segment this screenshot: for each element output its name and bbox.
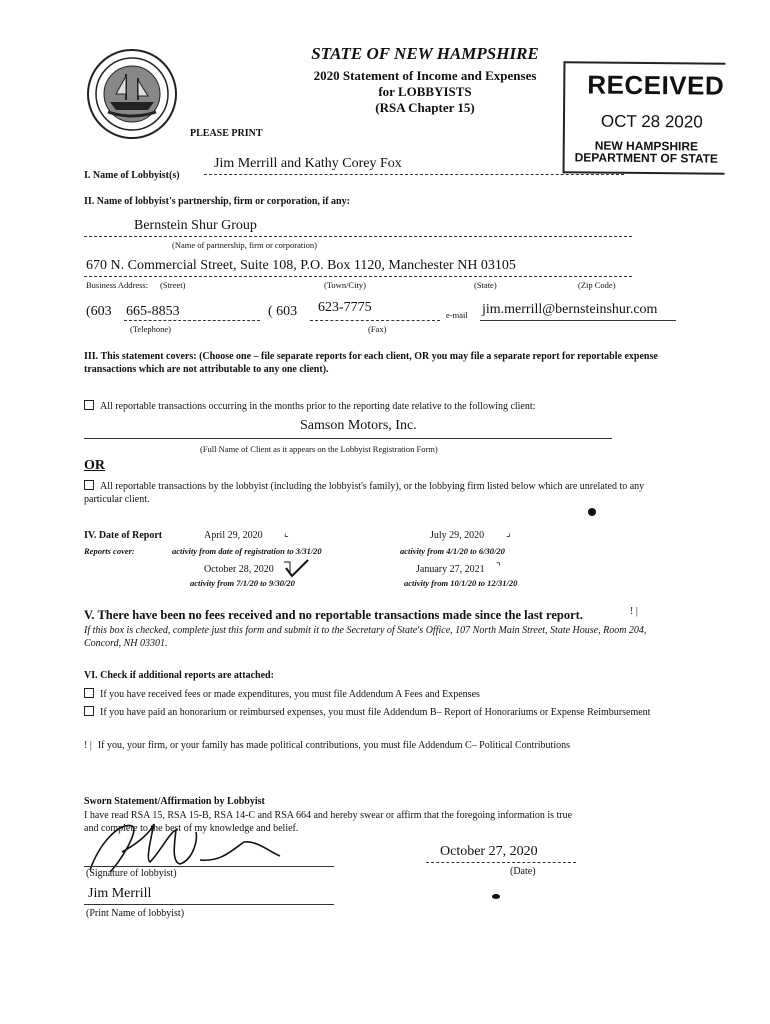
no-fees-checkbox[interactable]: ! |: [630, 606, 638, 617]
signature-date-field[interactable]: October 27, 2020: [440, 844, 538, 859]
email-line: [480, 320, 676, 321]
coverage-section-label: III. This statement covers: (Choose one – file separate reports for each client, OR you may file a separate report for reportable expense transactions which are not attributable to any one client).: [84, 351, 658, 375]
print-name-line: [84, 904, 334, 905]
form-subtitle-2: for LOBBYISTS: [378, 84, 472, 99]
report-date-2-caption: activity from 4/1/20 to 6/30/20: [400, 546, 505, 556]
form-title: STATE OF NEW HAMPSHIRE: [311, 44, 539, 63]
sworn-text-2: and complete to the best of my knowledge and belief.: [84, 823, 299, 834]
client-caption: (Full Name of Client as it appears on the Lobbyist Registration Form): [200, 444, 438, 454]
firm-section-label: II. Name of lobbyist's partnership, firm or corporation, if any:: [84, 196, 350, 207]
additional-reports-label: VI. Check if additional reports are attached:: [84, 670, 274, 681]
no-fees-note: If this box is checked, complete just this form and submit it to the Secretary of State's Office, 107 North Main Street, State House, Room 204, Concord, NH 03301.: [84, 625, 647, 649]
report-date-1[interactable]: April 29, 2020: [204, 530, 263, 541]
addendum-a-option[interactable]: If you have received fees or made expenditures, you must file Addendum A Fees and Expenses: [84, 688, 684, 700]
report-date-1-checkbox[interactable]: ⌞: [284, 528, 289, 539]
stamp-date: OCT 28 2020: [600, 111, 703, 132]
town-caption: (Town/City): [324, 280, 366, 290]
firm-caption: (Name of partnership, firm or corporation): [172, 240, 317, 250]
lobbyist-name-field[interactable]: Jim Merrill and Kathy Corey Fox: [214, 156, 402, 171]
print-name-field[interactable]: Jim Merrill: [88, 886, 152, 901]
please-print-label: PLEASE PRINT: [190, 128, 263, 139]
email-field[interactable]: jim.merrill@bernsteinshur.com: [482, 302, 658, 317]
ink-mark-2: [492, 894, 500, 899]
date-caption: (Date): [510, 866, 536, 877]
state-seal-logo: [86, 48, 178, 140]
fax-field[interactable]: 623-7775: [318, 300, 372, 315]
client-line: [84, 438, 612, 439]
reports-cover-label: Reports cover:: [84, 546, 135, 556]
addendum-b-checkbox[interactable]: [84, 706, 94, 716]
sworn-statement-label: Sworn Statement/Affirmation by Lobbyist: [84, 796, 265, 807]
addendum-a-checkbox[interactable]: [84, 688, 94, 698]
stamp-received: RECEIVED: [587, 69, 725, 101]
report-date-3-caption: activity from 7/1/20 to 9/30/20: [190, 578, 295, 588]
report-date-4-checkbox[interactable]: ⌝: [496, 562, 501, 573]
business-address-field[interactable]: 670 N. Commercial Street, Suite 108, P.O. Box 1120, Manchester NH 03105: [86, 258, 516, 273]
received-stamp: [563, 61, 726, 174]
date-line: [426, 862, 576, 863]
form-subtitle: 2020 Statement of Income and Expenses: [313, 68, 537, 83]
signature-caption: (Signature of lobbyist): [86, 868, 177, 879]
sworn-text-1: I have read RSA 15, RSA 15-B, RSA 14-C and RSA 664 and hereby swear or affirm that the foregoing information is true: [84, 810, 573, 821]
zip-caption: (Zip Code): [578, 280, 616, 290]
client-name-field[interactable]: Samson Motors, Inc.: [300, 418, 417, 433]
no-client-option[interactable]: All reportable transactions by the lobbyist (including the lobbyist's family), or the lobbying firm listed below which are unrelated to any particular client.: [84, 481, 645, 505]
telephone-line: [124, 320, 260, 321]
form-subtitle-3: (RSA Chapter 15): [375, 100, 475, 115]
signature-line: [84, 866, 334, 867]
email-label: e-mail: [446, 310, 468, 320]
report-date-2[interactable]: July 29, 2020: [430, 530, 485, 541]
report-date-2-checkbox[interactable]: ⌟: [506, 528, 511, 539]
telephone-field[interactable]: 665-8853: [126, 304, 180, 319]
no-client-checkbox[interactable]: [84, 480, 94, 490]
lobbyist-name-label: I. Name of Lobbyist(s): [84, 170, 180, 181]
report-date-4[interactable]: January 27, 2021: [416, 564, 485, 575]
addendum-c-checkbox[interactable]: ! |: [84, 740, 92, 751]
fax-line: [310, 320, 440, 321]
lobbyist-name-line: [204, 174, 624, 175]
report-date-3-check-mark-icon[interactable]: [282, 558, 312, 580]
report-date-3[interactable]: October 28, 2020: [204, 564, 274, 575]
client-option[interactable]: All reportable transactions occurring in the months prior to the reporting date relative to the following client:: [84, 400, 684, 412]
ink-mark: [588, 508, 596, 516]
street-caption: (Street): [160, 280, 186, 290]
firm-name-line: [84, 236, 632, 237]
report-date-4-caption: activity from 10/1/20 to 12/31/20: [404, 578, 518, 588]
addendum-b-option[interactable]: If you have paid an honorarium or reimbursed expenses, you must file Addendum B– Report of Honorariums or Expense Reimbursement: [84, 706, 664, 719]
phone-area-code: (603: [86, 304, 112, 319]
telephone-caption: (Telephone): [130, 324, 171, 334]
firm-name-field[interactable]: Bernstein Shur Group: [134, 218, 257, 233]
addendum-c-option[interactable]: ! | If you, your firm, or your family has made political contributions, you must file Addendum C– Political Contributions: [84, 740, 571, 751]
or-divider: OR: [84, 458, 105, 473]
print-name-caption: (Print Name of lobbyist): [86, 908, 185, 919]
address-line: [84, 276, 632, 277]
no-fees-label: V. There have been no fees received and no reportable transactions made since the last report.: [84, 608, 583, 622]
date-of-report-label: IV. Date of Report: [84, 530, 163, 541]
state-caption: (State): [474, 280, 497, 290]
report-date-1-caption: activity from date of registration to 3/31/20: [172, 546, 322, 556]
fax-caption: (Fax): [368, 324, 387, 334]
fax-area-code: ( 603: [268, 304, 298, 319]
stamp-department: NEW HAMPSHIRE DEPARTMENT OF STATE: [574, 138, 719, 166]
client-checkbox[interactable]: [84, 400, 94, 410]
business-address-caption: Business Address:: [86, 280, 149, 290]
